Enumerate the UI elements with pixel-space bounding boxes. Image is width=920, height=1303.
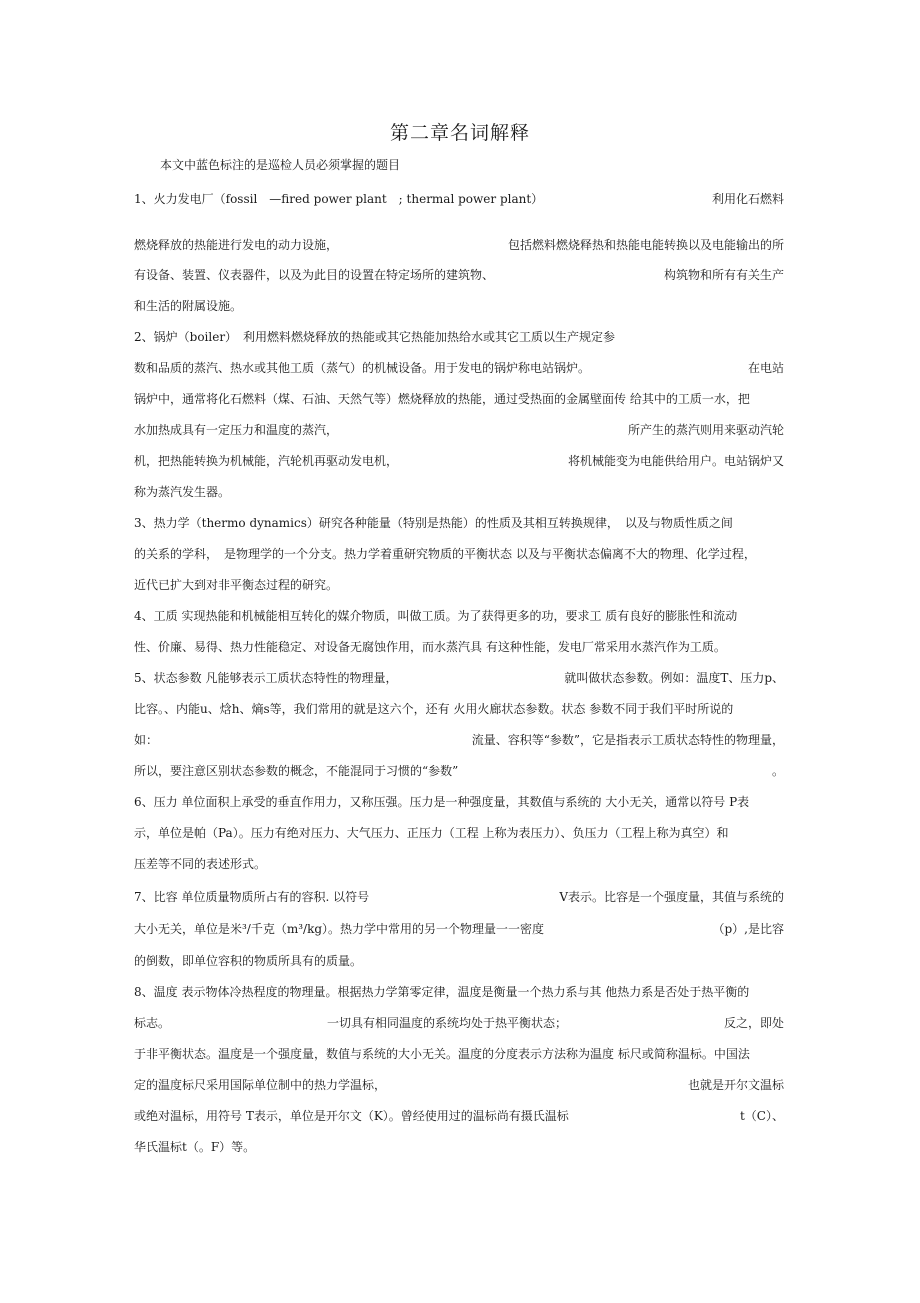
text-segment: V表示。比容是一个强度量，其值与系统的 — [559, 890, 784, 904]
body-line — [134, 485, 784, 499]
body-line — [134, 985, 784, 999]
body-line — [134, 299, 784, 313]
body-line — [134, 330, 784, 344]
text-segment: 燃烧释放的热能进行发电的动力设施， — [134, 238, 339, 252]
page-title: 第二章名词解释 — [389, 122, 530, 144]
body-line — [134, 890, 784, 904]
body-line — [134, 547, 784, 561]
body-line — [134, 238, 784, 252]
text-segment: 于非平衡状态。温度是一个强度量，数值与系统的大小无关。温度的分度表示方法称为温度 标尺或简称温标。中国法 — [134, 1047, 750, 1061]
text-segment: 如： — [134, 733, 159, 747]
body-line — [134, 640, 784, 654]
text-segment: 机，把热能转换为机械能，汽轮机再驱动发电机， — [134, 454, 399, 468]
text-segment: 所产生的蒸汽则用来驱动汽轮 — [627, 423, 784, 437]
body-line — [134, 268, 784, 282]
body-line — [134, 671, 784, 685]
text-segment: 的倒数，即单位容积的物质所具有的质量。 — [134, 954, 363, 968]
body-line — [134, 764, 784, 778]
body-line — [134, 1078, 784, 1092]
text-segment: 包括燃料燃烧释热和热能电能转换以及电能输出的所 — [507, 238, 784, 252]
body-line — [134, 423, 784, 437]
text-segment: 示，单位是帕（Pa）。压力有绝对压力、大气压力、正压力（工程 上称为表压力）、负压力（工程上称为真空）和 — [134, 826, 729, 840]
text-segment: 反之，即处 — [723, 1016, 784, 1030]
text-segment: 性、价廉、易得、热力性能稳定、对设备无腐蚀作用，而水蒸汽具 有这种性能，发电厂常采用水蒸汽作为工质。 — [134, 640, 726, 654]
text-segment: 4、工质 实现热能和机械能相互转化的媒介物质，叫做工质。为了获得更多的功，要求工 质有良好的膨胀性和流动 — [134, 609, 738, 623]
text-segment: 在电站 — [747, 361, 784, 375]
body-line — [134, 192, 784, 206]
body-line — [134, 609, 784, 623]
text-segment: 或绝对温标，用符号 T表示，单位是开尔文（K）。曾经使用过的温标尚有摄氏温标 — [134, 1109, 569, 1123]
body-line — [134, 454, 784, 468]
text-segment: 有设备、装置、仪表器件，以及为此目的设置在特定场所的建筑物、 — [134, 268, 495, 282]
body-line — [134, 1109, 784, 1123]
text-segment: 大小无关，单位是米³/千克（m³/kg）。热力学中常用的另一个物理量一一密度 — [134, 922, 545, 936]
text-segment: 水加热成具有一定压力和温度的蒸汽， — [134, 423, 339, 437]
text-segment: 比容。、内能u、焓h、熵s等，我们常用的就是这六个，还有 火用火廊状态参数。状态 参数不同于我们平时所说的 — [134, 702, 734, 716]
text-segment: 6、压力 单位面积上承受的垂直作用力，又称压强。压力是一种强度量，其数值与系统的 大小无关，通常以符号 P表 — [134, 795, 750, 809]
text-segment: 5、状态参数 凡能够表示工质状态特性的物理量， — [134, 671, 398, 685]
text-segment: 利用化石燃料 — [711, 192, 784, 206]
text-segment: 压差等不同的表述形式。 — [134, 857, 267, 871]
text-segment: 就叫做状态参数。例如：温度T、压力p、 — [564, 671, 784, 685]
text-segment: 将机械能变为电能供给用户。电站锅炉又 — [567, 454, 784, 468]
body-line — [134, 1016, 784, 1030]
text-segment: 和生活的附属设施。 — [134, 299, 243, 313]
text-segment: 也就是开尔文温标 — [687, 1078, 784, 1092]
text-segment: 7、比容 单位质量物质所占有的容积. 以符号 — [134, 890, 370, 904]
text-segment: 1、火力发电厂（fossil —fired power plant ; thermal power plant） — [134, 192, 544, 206]
text-segment: 称为蒸汽发生器。 — [134, 485, 231, 499]
text-segment: 数和品质的蒸汽、热水或其他工质（蒸气）的机械设备。用于发电的锅炉称电站锅炉。 — [134, 361, 591, 375]
body-line — [134, 1047, 784, 1061]
text-segment: t（C）、 — [739, 1109, 784, 1123]
text-segment: 所以，要注意区别状态参数的概念，不能混同于习惯的“参数” — [134, 764, 459, 778]
text-segment: 一切具有相同温度的系统均处于热平衡状态； — [326, 1016, 567, 1030]
body-line — [134, 922, 784, 936]
text-segment: 。 — [771, 764, 784, 778]
body-line — [134, 954, 784, 968]
text-segment: 锅炉中，通常将化石燃料（煤、石油、天然气等）燃烧释放的热能，通过受热面的金属壁面传 给其中的工质一水，把 — [134, 392, 750, 406]
text-segment: 流量、容积等“参数”，它是指表示工质状态特性的物理量， — [471, 733, 784, 747]
body-line — [134, 1140, 784, 1154]
body-line — [134, 826, 784, 840]
body-line — [134, 361, 784, 375]
body-line — [134, 857, 784, 871]
text-segment: 3、热力学（thermo dynamics）研究各种能量（特别是热能）的性质及其相互转换规律， 以及与物质性质之间 — [134, 516, 733, 530]
text-segment: （p）,是比容 — [712, 922, 784, 936]
body-line — [134, 702, 784, 716]
body-line — [134, 795, 784, 809]
text-segment: 近代已扩大到对非平衡态过程的研究。 — [134, 578, 339, 592]
text-segment: 2、锅炉（boiler） 利用燃料燃烧释放的热能或其它热能加热给水或其它工质以生产规定参 — [134, 330, 616, 344]
text-segment: 构筑物和所有有关生产 — [663, 268, 784, 282]
text-segment: 的关系的学科， 是物理学的一个分支。热力学着重研究物质的平衡状态 以及与平衡状态偏离不大的物理、化学过程， — [134, 547, 756, 561]
body-line — [134, 578, 784, 592]
body-line — [134, 516, 784, 530]
body-line — [134, 733, 784, 747]
text-segment: 定的温度标尺采用国际单位制中的热力学温标， — [134, 1078, 387, 1092]
document-note: 本文中蓝色标注的是巡检人员必须掌握的题目 — [160, 158, 401, 172]
body-line — [134, 392, 784, 406]
text-segment: 标志。 — [134, 1016, 171, 1030]
text-segment: 华氏温标t（。F）等。 — [134, 1140, 256, 1154]
text-segment: 8、温度 表示物体冷热程度的物理量。根据热力学第零定律，温度是衡量一个热力系与其 他热力系是否处于热平衡的 — [134, 985, 750, 999]
